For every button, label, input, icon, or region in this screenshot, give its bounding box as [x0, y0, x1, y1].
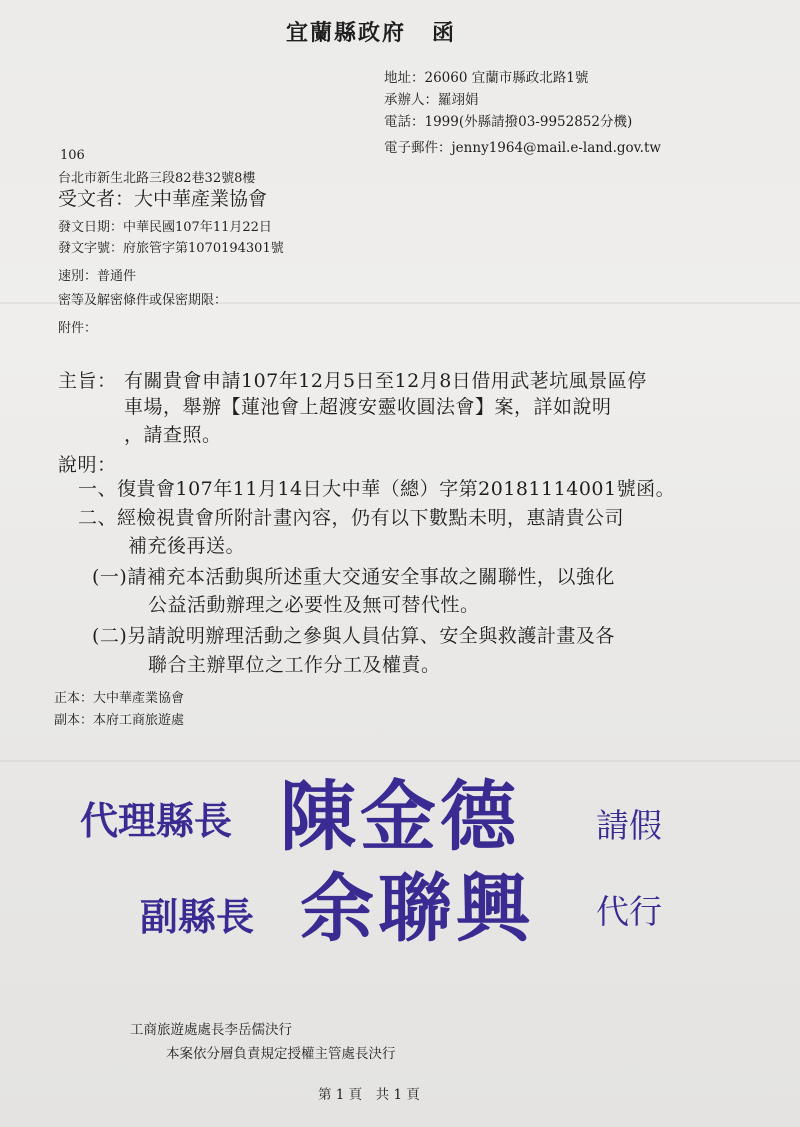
- sender-email: 電子郵件：jenny1964@mail.e-land.gov.tw: [384, 140, 661, 156]
- explanation-subitem: (一)請補充本活動與所述重大交通安全事故之關聯性，以強化: [92, 566, 615, 588]
- recipient-address: 台北市新生北路三段82巷32號8樓: [58, 171, 256, 186]
- stamp-note-acting: 代行: [596, 892, 662, 931]
- main-recipient: 正本：大中華產業協會: [54, 691, 185, 706]
- document-type: 函: [432, 20, 457, 46]
- stamp-title-deputy-magistrate: 副縣長: [140, 894, 255, 939]
- explanation-item: 補充後再送。: [128, 535, 246, 557]
- stamp-name-magistrate: 陳金德: [280, 772, 520, 861]
- issue-number: 發文字號：府旅管字第1070194301號: [58, 241, 284, 256]
- explanation-subitem: (二)另請說明辦理活動之參與人員估算、安全與救護計畫及各: [92, 625, 615, 647]
- subject-line: 車場，舉辦【蓮池會上超渡安靈收圓法會】案，詳如說明: [124, 396, 612, 418]
- issuing-agency: 宜蘭縣政府: [286, 20, 407, 46]
- issue-date: 發文日期：中華民國107年11月22日: [58, 220, 272, 235]
- sender-contact: 承辦人：羅翊娟: [384, 92, 479, 108]
- delegation-note: 本案依分層負責規定授權主管處長決行: [166, 1046, 396, 1062]
- explanation-subitem: 聯合主辦單位之工作分工及權責。: [148, 654, 441, 676]
- page-number: 第 1 頁 共 1 頁: [318, 1087, 420, 1103]
- sender-phone: 電話：1999(外縣請撥03-9952852分機): [384, 114, 633, 130]
- explanation-item: 一、復貴會107年11月14日大中華（總）字第20181114001號函。: [78, 478, 676, 500]
- secrecy-level: 密等及解密條件或保密期限：: [58, 293, 228, 308]
- explanation-subitem: 公益活動辦理之必要性及無可替代性。: [148, 594, 480, 616]
- recipient-name: 受文者：大中華產業協會: [58, 188, 268, 210]
- explanation-label: 說明：: [58, 454, 117, 476]
- delivery-speed: 速別：普通件: [58, 269, 137, 284]
- stamp-title-acting-magistrate: 代理縣長: [80, 798, 233, 843]
- copy-recipient: 副本：本府工商旅遊處: [54, 713, 185, 728]
- explanation-item: 二、經檢視貴會所附計畫內容，仍有以下數點未明，惠請貴公司: [78, 507, 625, 529]
- attachment: 附件：: [58, 321, 98, 336]
- subject-label: 主旨：: [58, 370, 117, 392]
- document-title: [286, 16, 456, 47]
- approval-authority: 工商旅遊處處長李岳儒決行: [130, 1022, 292, 1038]
- stamp-note-on-leave: 請假: [596, 806, 662, 845]
- recipient-postcode: 106: [60, 148, 85, 163]
- subject-line: 有關貴會申請107年12月5日至12月8日借用武荖坑風景區停: [124, 370, 647, 392]
- sender-address: 地址：26060 宜蘭市縣政北路1號: [384, 70, 589, 86]
- stamp-name-deputy: 余聯興: [300, 866, 534, 952]
- subject-line: ，請查照。: [124, 424, 222, 446]
